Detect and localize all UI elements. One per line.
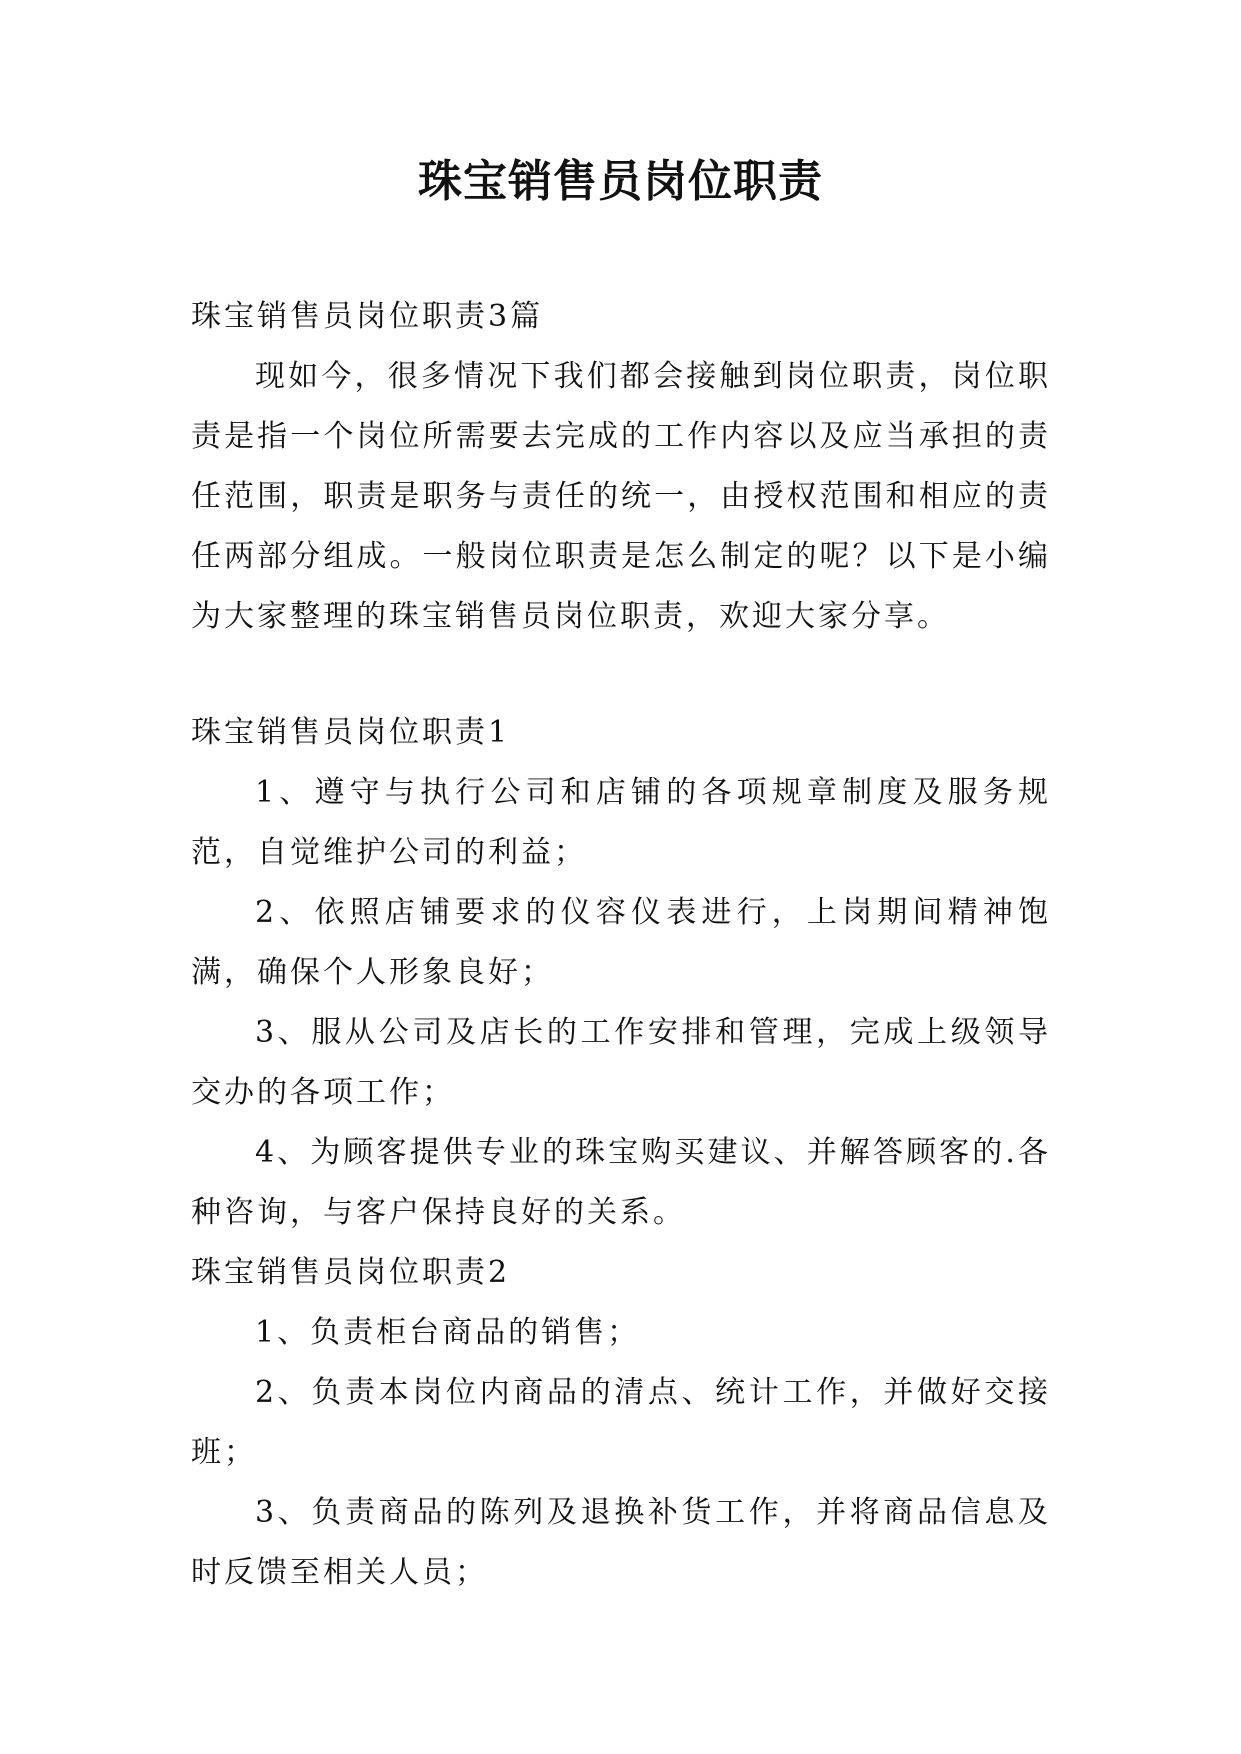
section-2-item-1: 1、负责柜台商品的销售； [255, 1315, 641, 1350]
document-body [191, 287, 1051, 1603]
section-1-item-1: 1、遵守与执行公司和店铺的各项规章制度及服务规范，自觉维护公司的利益； [191, 775, 1051, 870]
section-1-item-3: 3、服从公司及店长的工作安排和管理，完成上级领导交办的各项工作； [191, 1015, 1051, 1110]
section-2-item-2: 2、负责本岗位内商品的清点、统计工作，并做好交接班； [191, 1375, 1051, 1470]
section-1-item-2: 2、依照店铺要求的仪容仪表进行，上岗期间精神饱满，确保个人形象良好； [191, 895, 1051, 990]
section-1-heading: 珠宝销售员岗位职责1 [191, 715, 511, 750]
section-2-item-3: 3、负责商品的陈列及退换补货工作，并将商品信息及时反馈至相关人员； [191, 1495, 1051, 1590]
intro-paragraph: 现如今，很多情况下我们都会接触到岗位职责，岗位职责是指一个岗位所需要去完成的工作内容以及应当承担的责任范围，职责是职务与责任的统一，由授权范围和相应的责任两部分组成。一般岗位职责是怎么制定的呢？以下是小编为大家整理的珠宝销售员岗位职责，欢迎大家分享。 [191, 359, 1051, 634]
document-title: 珠宝销售员岗位职责 [418, 156, 823, 207]
section-1-item-4: 4、为顾客提供专业的珠宝购买建议、并解答顾客的.各种咨询，与客户保持良好的关系。 [191, 1135, 1051, 1230]
section-2-heading: 珠宝销售员岗位职责2 [191, 1255, 511, 1290]
document-subtitle: 珠宝销售员岗位职责3篇 [191, 299, 544, 334]
